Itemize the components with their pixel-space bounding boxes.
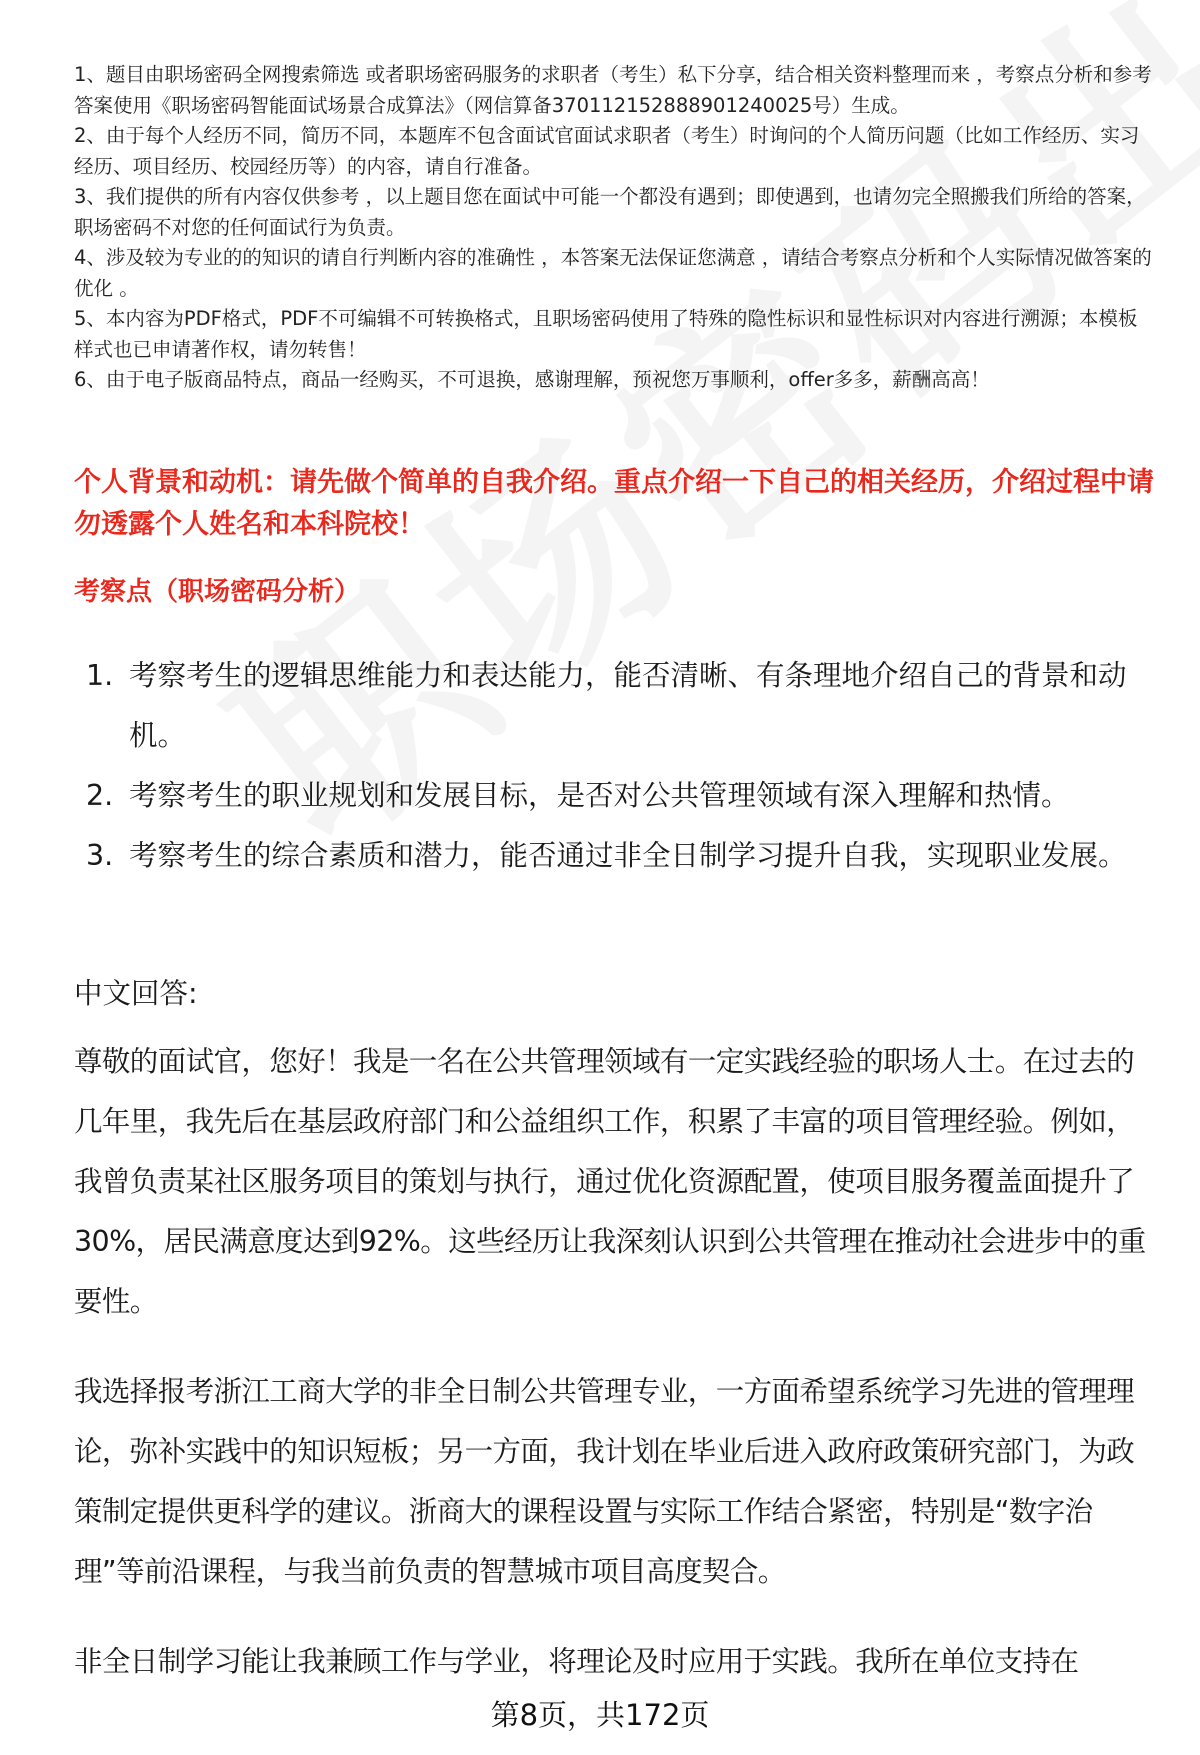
answer-paragraph: 我选择报考浙江工商大学的非全日制公共管理专业，一方面希望系统学习先进的管理理论，弥补实践中的知识短板；另一方面，我计划在毕业后进入政府政策研究部门，为政策制定提供更科学的建议。浙商大的课程设置与实际工作结合紧密，特别是“数字治理”等前沿课程，与我当前负责的智慧城市项目高度契合。 xyxy=(74,1375,1135,1588)
answer-paragraph: 尊敬的面试官，您好！我是一名在公共管理领域有一定实践经验的职场人士。在过去的几年里，我先后在基层政府部门和公益组织工作，积累了丰富的项目管理经验。例如，我曾负责某社区服务项目的策划与执行，通过优化资源配置，使项目服务覆盖面提升了30%，居民满意度达到92%。这些经历让我深刻认识到公共管理在推动社会进步中的重要性。 xyxy=(74,1045,1146,1318)
disclaimer-note: 6、由于电子版商品特点，商品一经购买，不可退换，感谢理解，预祝您万事顺利，offer多多，薪酬高高！ xyxy=(74,368,990,391)
answer-paragraph: 非全日制学习能让我兼顾工作与学业，将理论及时应用于实践。我所在单位支持在 xyxy=(74,1645,1079,1678)
assessment-points xyxy=(74,646,1154,886)
interview-question: 个人背景和动机：请先做个简单的自我介绍。重点介绍一下自己的相关经历，介绍过程中请勿透露个人姓名和本科院校！ xyxy=(74,467,1154,540)
point-text: 考察考生的职业规划和发展目标，是否对公共管理领域有深入理解和热情。 xyxy=(129,779,1070,812)
page-number-footer: 第8页，共172页 xyxy=(0,1695,1200,1735)
disclaimer-note: 2、由于每个人经历不同，简历不同，本题库不包含面试官面试求职者（考生）时询问的个人简历问题（比如工作经历、实习经历、项目经历、校园经历等）的内容，请自行准备。 xyxy=(74,124,1140,178)
assessment-point xyxy=(74,646,1154,766)
point-number: 2. xyxy=(86,779,114,812)
point-text: 考察考生的逻辑思维能力和表达能力，能否清晰、有条理地介绍自己的背景和动机。 xyxy=(129,659,1127,752)
disclaimer-notes xyxy=(74,60,1154,396)
disclaimer-note: 4、涉及较为专业的的知识的请自行判断内容的准确性 ，本答案无法保证您满意 ，请结合考察点分析和个人实际情况做答案的优化 。 xyxy=(74,246,1152,300)
assessment-point xyxy=(74,826,1154,886)
answer-label: 中文回答: xyxy=(74,977,198,1010)
disclaimer-note: 1、题目由职场密码全网搜索筛选 或者职场密码服务的求职者（考生）私下分享，结合相关资料整理而来 ，考察点分析和参考答案使用《职场密码智能面试场景合成算法》（网信算备370112152888901240025号）生成。 xyxy=(74,63,1152,117)
section-title: 考察点（职场密码分析） xyxy=(74,577,361,607)
point-number: 1. xyxy=(86,659,114,692)
disclaimer-note: 5、本内容为PDF格式，PDF不可编辑不可转换格式，且职场密码使用了特殊的隐性标识和显性标识对内容进行溯源；本模板样式也已申请著作权，请勿转售！ xyxy=(74,307,1138,361)
point-number: 3. xyxy=(86,839,114,872)
disclaimer-note: 3、我们提供的所有内容仅供参考 ，以上题目您在面试中可能一个都没有遇到；即使遇到，也请勿完全照搬我们所给的答案，职场密码不对您的任何面试行为负责。 xyxy=(74,185,1146,239)
assessment-point xyxy=(74,766,1154,826)
point-text: 考察考生的综合素质和潜力，能否通过非全日制学习提升自我，实现职业发展。 xyxy=(129,839,1127,872)
